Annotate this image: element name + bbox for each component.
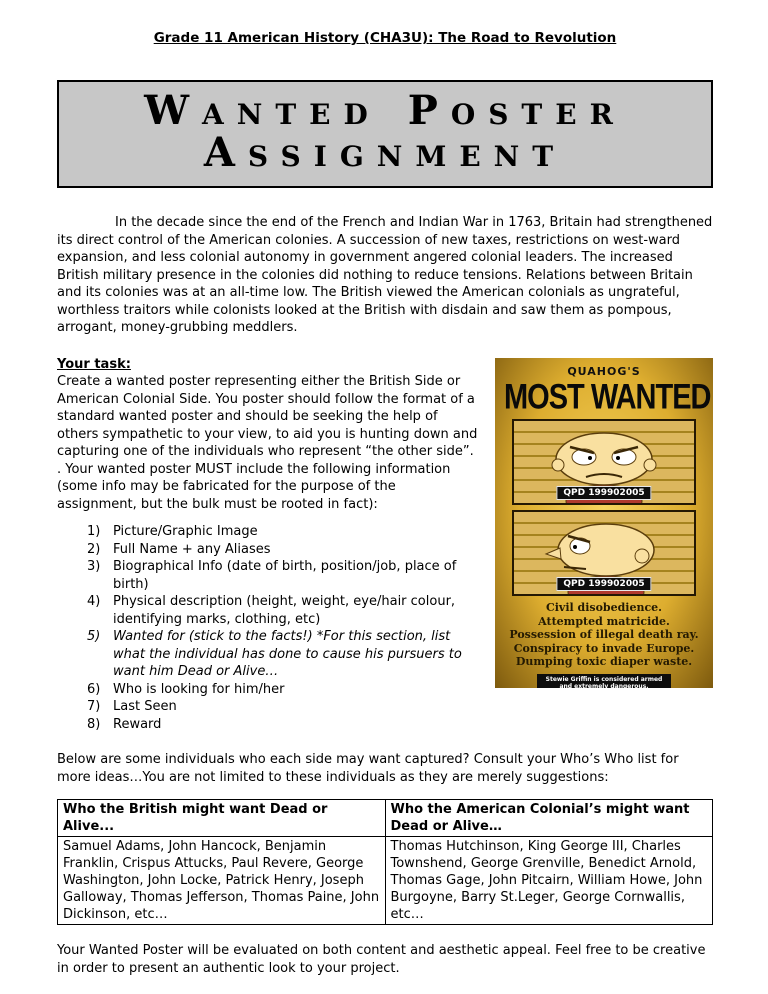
mugshot-front (512, 419, 696, 505)
table-cell-colonial-names: Thomas Hutchinson, King George III, Charles Townshend, George Grenville, Benedict Arnold, Thomas Gage, John Pitcairn, William Howe, John Burgoyne, Barry St.Leger, George Cornwallis, etc… (385, 837, 713, 925)
poster-warning-text: Stewie Griffin is considered armed and extremely dangerous. (537, 674, 671, 688)
list-item-text: Who is looking for him/her (113, 681, 285, 697)
poster-headline: MOST WANTED (504, 378, 711, 417)
table-header-row (58, 800, 713, 837)
crime-line: Conspiracy to invade Europe. (513, 641, 695, 655)
list-item-text: Wanted for (stick to the facts!) *For this section, list what the individual has done to cause his pursuers to want him Dead or Alive… (113, 629, 462, 679)
list-item-number: 3) (87, 559, 101, 574)
list-item (87, 541, 479, 559)
assignment-title-line2: Assignment (203, 129, 567, 176)
list-item (87, 593, 479, 628)
list-item-text: Physical description (height, weight, eye/hair colour, identifying marks, clothing, etc) (113, 594, 456, 627)
list-item (87, 698, 713, 716)
list-item (87, 523, 479, 541)
list-item (87, 558, 479, 593)
title-box (57, 80, 713, 188)
list-item-number: 1) (87, 524, 101, 539)
intro-paragraph: In the decade since the end of the French and Indian War in 1763, Britain had strengthened its direct control of the American colonies. A succession of new taxes, restrictions on west-ward expansion, and less colonial autonomy in government angered colonial leaders. The increased British military presence in the colonies did nothing to reduce tensions. Relations between Britain and its colonies was at an all-time low. The British viewed the American colonials as ungrateful, worthless traitors while colonists looked at the British with disdain and saw them as pompous, arrogant, money-grubbing meddlers. (57, 215, 713, 335)
list-item-number: 2) (87, 541, 101, 557)
table-row (58, 837, 713, 925)
list-item-number: 5) (87, 629, 101, 644)
crime-line: Dumping toxic diaper waste. (515, 655, 693, 668)
list-item-text: Picture/Graphic Image (113, 524, 258, 539)
mugshot-profile (512, 510, 696, 596)
list-item (87, 628, 479, 681)
mugshot-id-badge: QPD 199902005 (556, 486, 651, 500)
crime-line: Attempted matricide. (538, 614, 670, 628)
task-section (57, 356, 713, 734)
assignment-title-line1: Wanted Poster (144, 87, 626, 134)
list-item-number: 8) (87, 716, 101, 732)
poster-city-label: QUAHOG'S (567, 364, 641, 378)
most-wanted-poster-image (495, 358, 713, 688)
table-header-colonial: Who the American Colonial’s might want Dead or Alive… (385, 800, 713, 837)
list-item-text: Last Seen (113, 699, 177, 714)
list-item-text: Reward (113, 716, 162, 732)
crime-line: Possession of illegal death ray. (509, 628, 699, 641)
list-item-text: Full Name + any Aliases (113, 541, 271, 557)
mugshot-id-badge: QPD 199902005 (556, 577, 651, 591)
table-header-british: Who the British might want Dead or Alive... (58, 800, 386, 837)
closing-paragraph: Your Wanted Poster will be evaluated on both content and aesthetic appeal. Feel free to be creative in order to present an authentic look to your project. (57, 943, 706, 976)
poster-crimes-list (504, 601, 704, 669)
list-item-number: 6) (87, 681, 101, 697)
list-item-number: 4) (87, 594, 101, 609)
list-item-number: 7) (87, 699, 101, 714)
suggestions-table (57, 799, 713, 925)
crime-line: Civil disobedience. (546, 601, 662, 614)
document-header: Grade 11 American History (CHA3U): The Road to Revolution (153, 30, 617, 46)
task-body: Create a wanted poster representing either the British Side or American Colonial Side. You poster should follow the format of a standard wanted poster and should be seeking the help of others sympathetic to your view, to aid you is hunting down and capturing one of the individuals who represent “the other side”. . Your wanted poster MUST include the following information (some info may be fabricated for the purpose of the assignment, but the bulk must be rooted in fact): (57, 374, 478, 512)
suggestions-intro: Below are some individuals who each side may want captured? Consult your Who’s Who list for more ideas…You are not limited to these individuals as they are merely suggestions: (57, 752, 679, 785)
list-item (87, 716, 713, 734)
table-cell-british-names: Samuel Adams, John Hancock, Benjamin Franklin, Crispus Attucks, Paul Revere, George Washington, John Locke, Patrick Henry, Joseph Galloway, Thomas Jefferson, Thomas Paine, John Dickinson, etc… (58, 837, 386, 925)
task-heading: Your task: (57, 356, 131, 372)
list-item-text: Biographical Info (date of birth, position/job, place of birth) (113, 559, 457, 592)
list-item (87, 681, 479, 699)
